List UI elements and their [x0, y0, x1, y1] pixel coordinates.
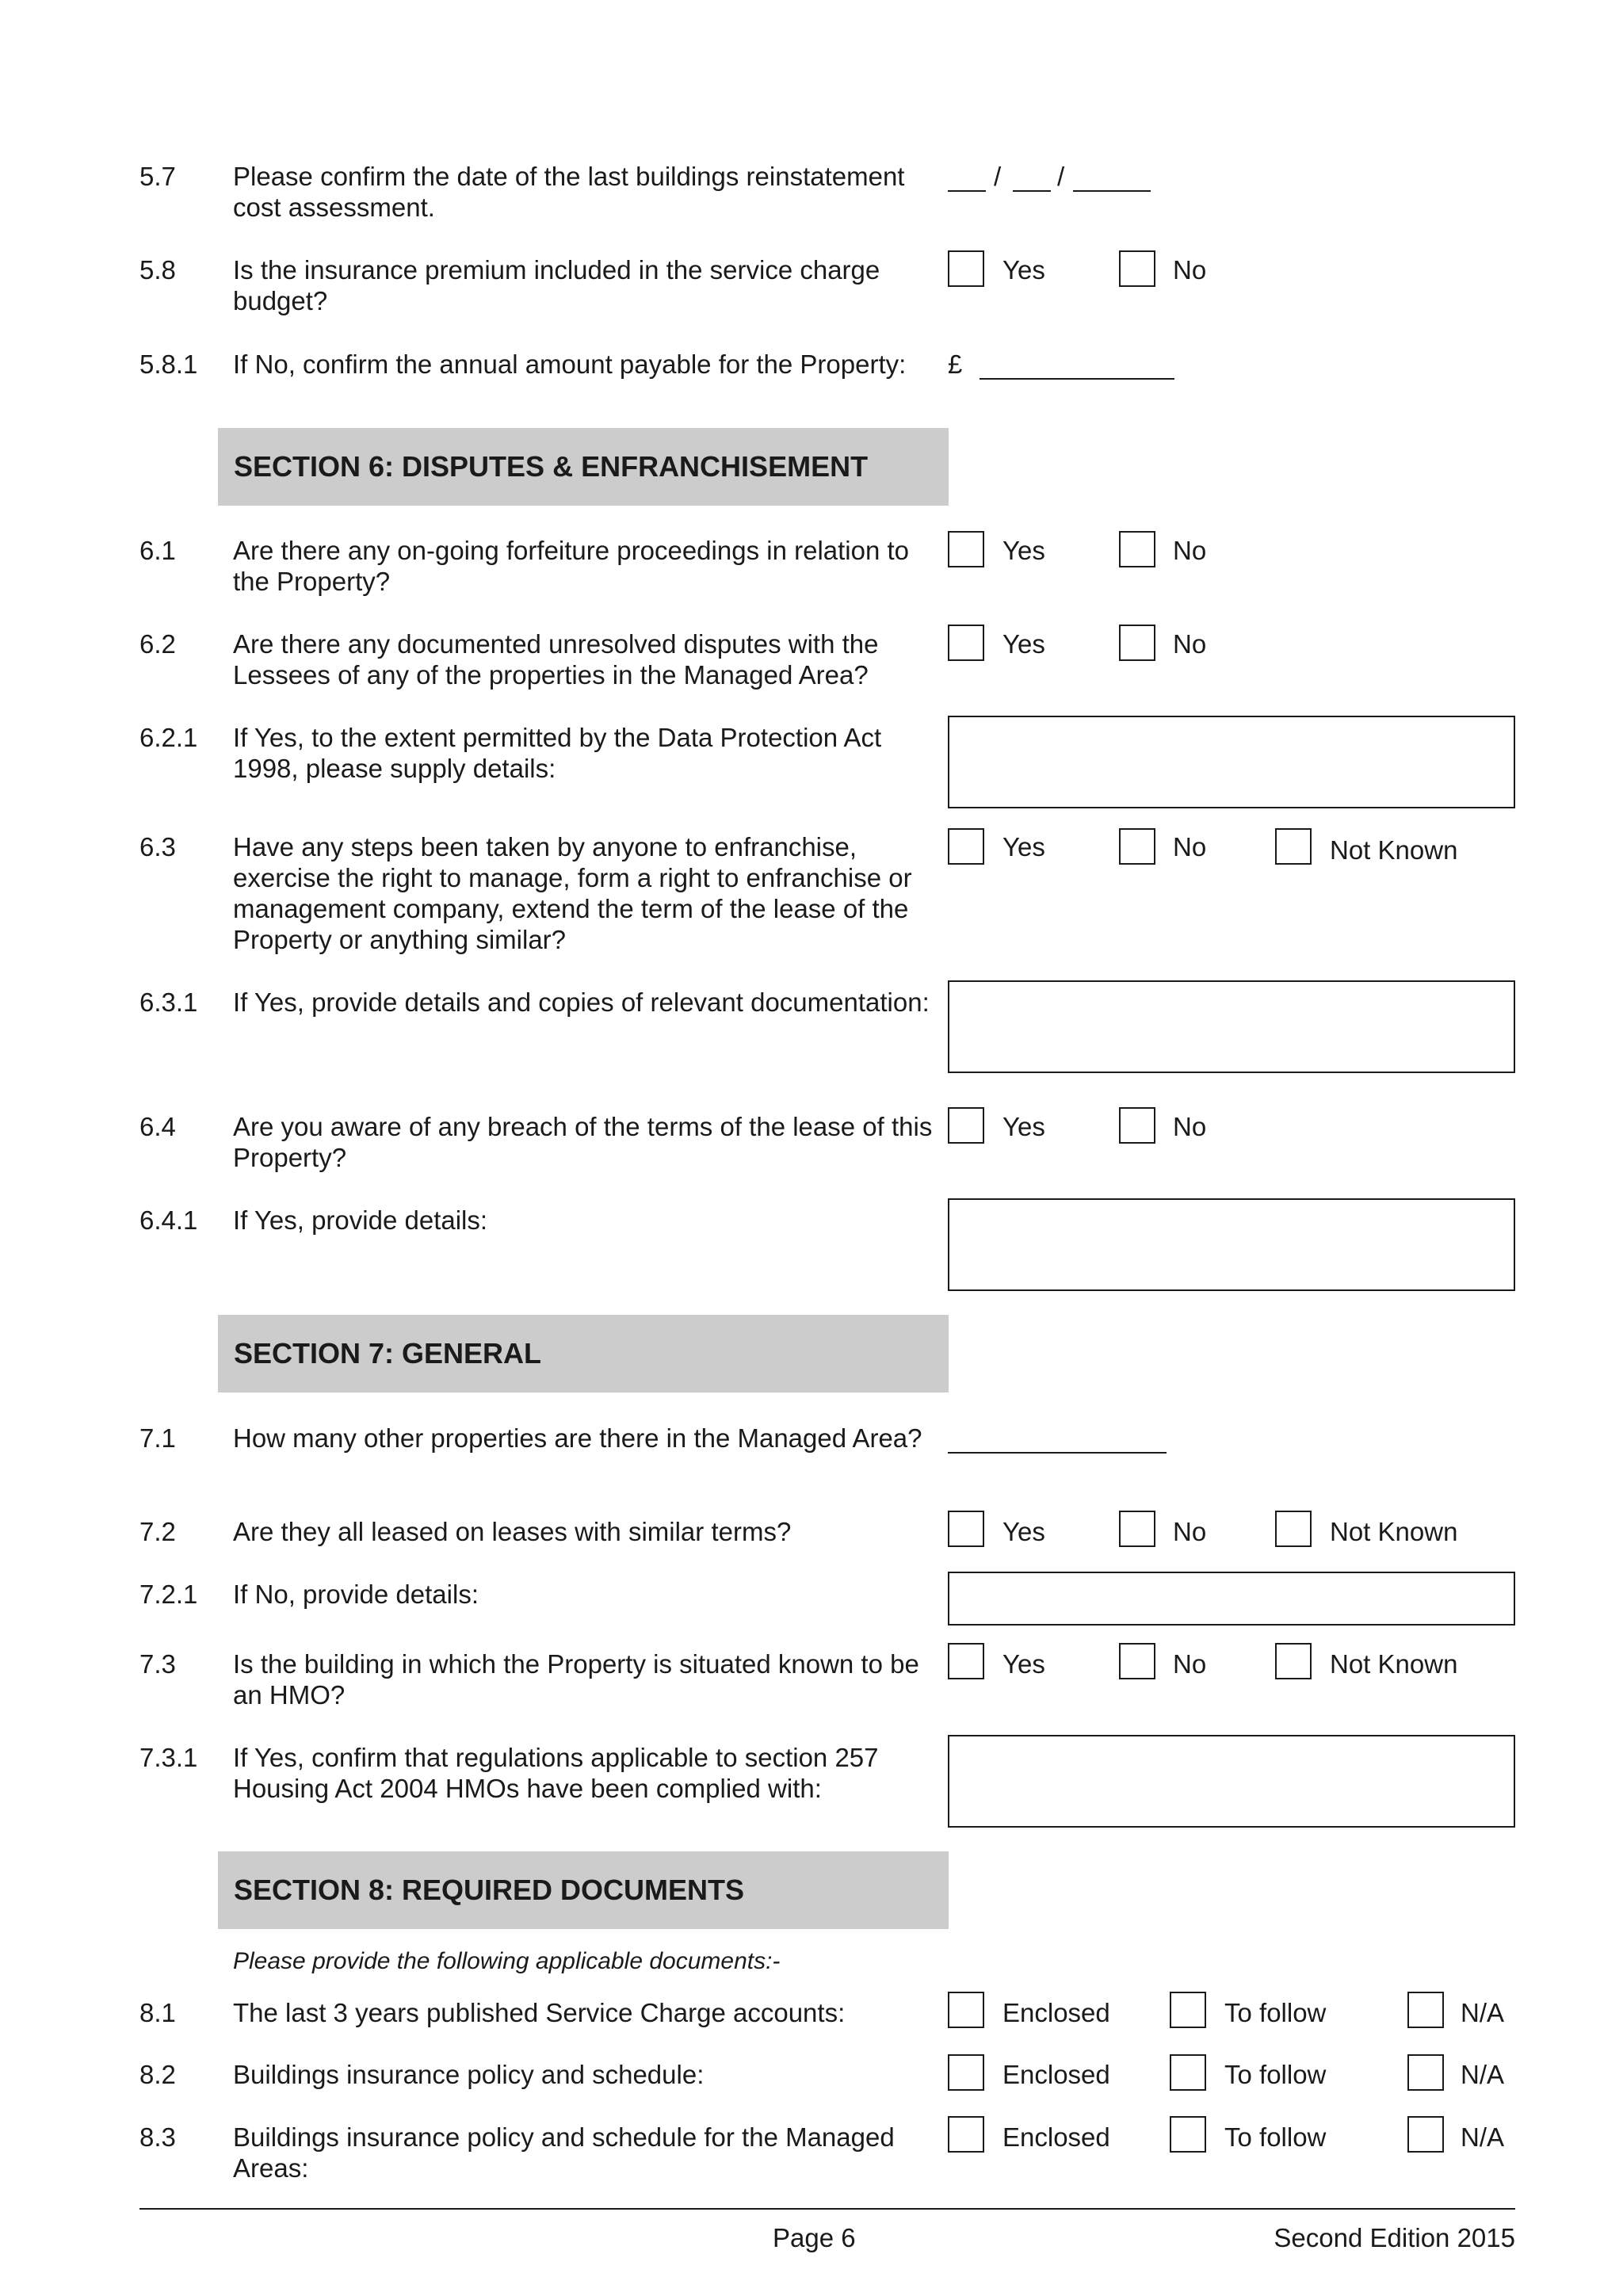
- date-separator: /: [994, 162, 1002, 191]
- question-text: Is the building in which the Property is situated known to be an HMO?: [233, 1649, 919, 1710]
- no-checkbox[interactable]: [1119, 531, 1155, 567]
- annual-amount-field[interactable]: [980, 378, 1174, 380]
- no-checkbox[interactable]: [1119, 625, 1155, 661]
- question-number: 8.2: [139, 2060, 176, 2089]
- not-known-checkbox[interactable]: [1275, 828, 1312, 865]
- na-checkbox[interactable]: [1407, 1992, 1444, 2028]
- date-separator: /: [1057, 162, 1065, 191]
- date-year-field[interactable]: [1073, 190, 1151, 192]
- checkbox-label: No: [1173, 255, 1207, 285]
- checkbox-label: N/A: [1461, 2122, 1505, 2152]
- details-textbox[interactable]: [948, 980, 1515, 1073]
- details-textbox[interactable]: [948, 1572, 1515, 1626]
- question-text: Buildings insurance policy and schedule:: [233, 2060, 705, 2089]
- checkbox-label: Not Known: [1330, 1517, 1458, 1546]
- no-checkbox[interactable]: [1119, 828, 1155, 865]
- question-text: If Yes, confirm that regulations applicable to section 257 Housing Act 2004 HMOs have been complied with:: [233, 1743, 879, 1803]
- question-number: 7.3.1: [139, 1743, 198, 1772]
- question-text: Are there any on-going forfeiture proceedings in relation to the Property?: [233, 536, 910, 596]
- question-number: 6.3.1: [139, 988, 198, 1017]
- section-heading: SECTION 6: DISPUTES & ENFRANCHISEMENT: [218, 428, 949, 506]
- checkbox-label: Yes: [1002, 255, 1045, 285]
- checkbox-label: No: [1173, 1649, 1207, 1679]
- yes-checkbox[interactable]: [948, 250, 984, 287]
- checkbox-label: To follow: [1224, 1998, 1327, 2027]
- yes-checkbox[interactable]: [948, 828, 984, 865]
- details-textbox[interactable]: [948, 716, 1515, 808]
- to-follow-checkbox[interactable]: [1170, 2116, 1206, 2153]
- question-number: 6.3: [139, 832, 176, 861]
- yes-checkbox[interactable]: [948, 531, 984, 567]
- properties-count-field[interactable]: [948, 1452, 1167, 1454]
- checkbox-label: To follow: [1224, 2060, 1327, 2089]
- question-number: 7.3: [139, 1649, 176, 1679]
- details-textbox[interactable]: [948, 1198, 1515, 1291]
- question-text: Are they all leased on leases with similar terms?: [233, 1517, 792, 1546]
- question-text: How many other properties are there in the Managed Area?: [233, 1423, 922, 1453]
- question-number: 5.8.1: [139, 350, 198, 379]
- checkbox-label: No: [1173, 1517, 1207, 1546]
- checkbox-label: No: [1173, 629, 1207, 659]
- date-day-field[interactable]: [948, 190, 986, 192]
- checkbox-label: No: [1173, 832, 1207, 861]
- checkbox-label: Enclosed: [1002, 2122, 1110, 2152]
- checkbox-label: N/A: [1461, 2060, 1505, 2089]
- not-known-checkbox[interactable]: [1275, 1511, 1312, 1547]
- checkbox-label: Enclosed: [1002, 1998, 1110, 2027]
- section-heading: SECTION 7: GENERAL: [218, 1315, 949, 1392]
- question-number: 7.1: [139, 1423, 176, 1453]
- date-month-field[interactable]: [1013, 190, 1051, 192]
- checkbox-label: Not Known: [1330, 835, 1458, 865]
- checkbox-label: No: [1173, 1112, 1207, 1141]
- to-follow-checkbox[interactable]: [1170, 1992, 1206, 2028]
- checkbox-label: Not Known: [1330, 1649, 1458, 1679]
- question-text: If No, provide details:: [233, 1580, 479, 1609]
- checkbox-label: Yes: [1002, 1112, 1045, 1141]
- question-text: If Yes, to the extent permitted by the Data Protection Act 1998, please supply details:: [233, 723, 882, 783]
- question-number: 5.8: [139, 255, 176, 285]
- question-text: Are you aware of any breach of the terms of the lease of this Property?: [233, 1112, 933, 1172]
- question-text: Is the insurance premium included in the service charge budget?: [233, 255, 880, 315]
- checkbox-label: To follow: [1224, 2122, 1327, 2152]
- no-checkbox[interactable]: [1119, 1511, 1155, 1547]
- question-number: 8.1: [139, 1998, 176, 2027]
- question-text: The last 3 years published Service Charge accounts:: [233, 1998, 846, 2027]
- na-checkbox[interactable]: [1407, 2116, 1444, 2153]
- checkbox-label: Enclosed: [1002, 2060, 1110, 2089]
- checkbox-label: No: [1173, 536, 1207, 565]
- question-text: Buildings insurance policy and schedule for the Managed Areas:: [233, 2122, 895, 2183]
- question-number: 7.2: [139, 1517, 176, 1546]
- details-textbox[interactable]: [948, 1735, 1515, 1828]
- question-text: If Yes, provide details:: [233, 1205, 488, 1235]
- yes-checkbox[interactable]: [948, 625, 984, 661]
- question-number: 6.1: [139, 536, 176, 565]
- footer-divider: [139, 2208, 1515, 2210]
- to-follow-checkbox[interactable]: [1170, 2054, 1206, 2091]
- question-number: 6.2.1: [139, 723, 198, 752]
- question-number: 7.2.1: [139, 1580, 198, 1609]
- question-number: 6.2: [139, 629, 176, 659]
- no-checkbox[interactable]: [1119, 1643, 1155, 1679]
- checkbox-label: Yes: [1002, 536, 1045, 565]
- checkbox-label: Yes: [1002, 1649, 1045, 1679]
- checkbox-label: Yes: [1002, 832, 1045, 861]
- enclosed-checkbox[interactable]: [948, 2054, 984, 2091]
- yes-checkbox[interactable]: [948, 1107, 984, 1144]
- currency-symbol: £: [948, 350, 963, 379]
- na-checkbox[interactable]: [1407, 2054, 1444, 2091]
- question-text: Please confirm the date of the last buildings reinstatement cost assessment.: [233, 162, 905, 222]
- edition-label: Second Edition 2015: [1274, 2223, 1515, 2252]
- section-intro: Please provide the following applicable documents:-: [233, 1948, 781, 1974]
- no-checkbox[interactable]: [1119, 1107, 1155, 1144]
- checkbox-label: Yes: [1002, 629, 1045, 659]
- question-number: 6.4: [139, 1112, 176, 1141]
- question-text: Have any steps been taken by anyone to enfranchise, exercise the right to manage, form a right to enfranchise or management company, extend the term of the lease of the Property or anything similar?: [233, 832, 912, 954]
- page-number: Page 6: [773, 2223, 856, 2252]
- question-number: 8.3: [139, 2122, 176, 2152]
- checkbox-label: Yes: [1002, 1517, 1045, 1546]
- enclosed-checkbox[interactable]: [948, 2116, 984, 2153]
- question-number: 6.4.1: [139, 1205, 198, 1235]
- question-number: 5.7: [139, 162, 176, 191]
- question-text: Are there any documented unresolved disputes with the Lessees of any of the properties in the Managed Area?: [233, 629, 879, 690]
- checkbox-label: N/A: [1461, 1998, 1505, 2027]
- section-heading: SECTION 8: REQUIRED DOCUMENTS: [218, 1851, 949, 1929]
- question-text: If Yes, provide details and copies of relevant documentation:: [233, 988, 930, 1017]
- no-checkbox[interactable]: [1119, 250, 1155, 287]
- question-text: If No, confirm the annual amount payable for the Property:: [233, 350, 907, 379]
- yes-checkbox[interactable]: [948, 1511, 984, 1547]
- enclosed-checkbox[interactable]: [948, 1992, 984, 2028]
- not-known-checkbox[interactable]: [1275, 1643, 1312, 1679]
- yes-checkbox[interactable]: [948, 1643, 984, 1679]
